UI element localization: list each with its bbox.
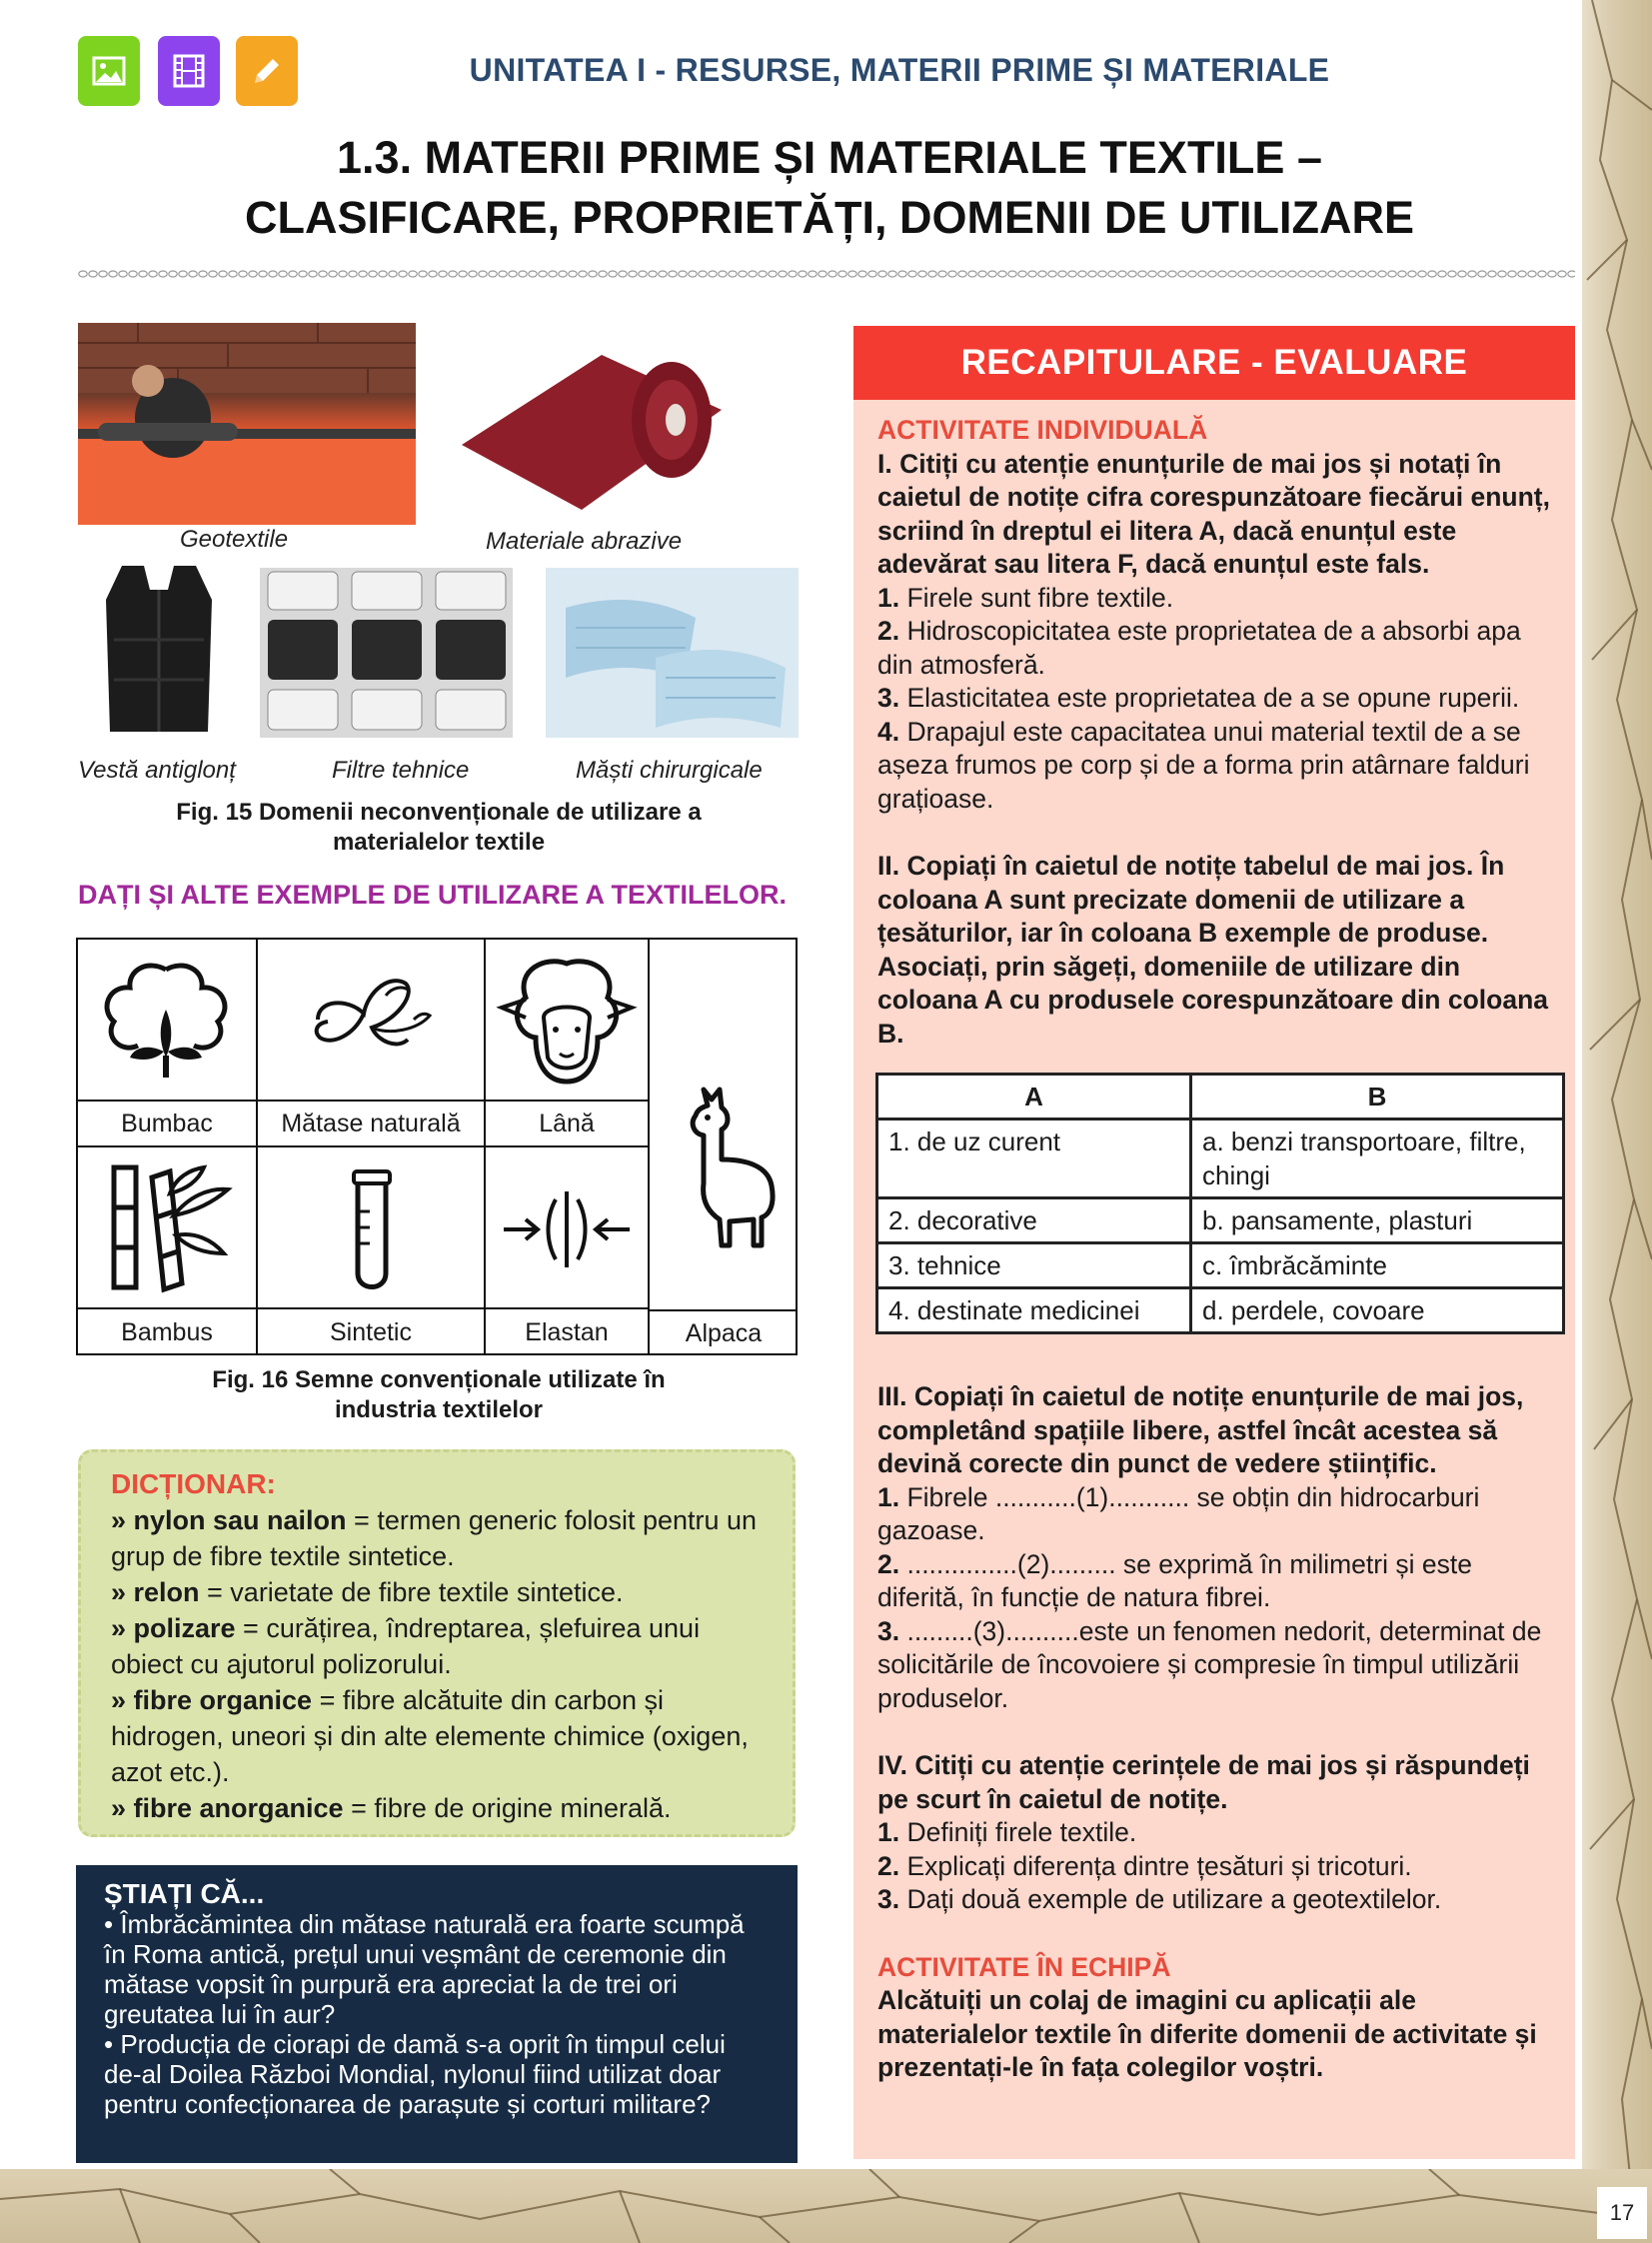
label-lana: Lână bbox=[486, 1102, 650, 1147]
film-icon[interactable] bbox=[158, 36, 220, 106]
column-a-cell: 3. tehnice bbox=[877, 1243, 1191, 1288]
column-b-cell: d. perdele, covoare bbox=[1191, 1288, 1564, 1333]
page-title bbox=[80, 128, 1579, 248]
dictionary-definition: = termen generic folosit pentru un grup de fibre textile sintetice. bbox=[111, 1505, 758, 1571]
dictionary-definition: = varietate de fibre textile sintetice. bbox=[199, 1577, 624, 1607]
figure-16-caption bbox=[78, 1365, 800, 1425]
part3-item bbox=[877, 1548, 1551, 1615]
caption-filters: Filtre tehnice bbox=[332, 757, 470, 784]
image-icon[interactable] bbox=[78, 36, 140, 106]
item-number: 1. bbox=[877, 1481, 900, 1512]
item-number: 2. bbox=[877, 616, 900, 646]
item-number: 3. bbox=[877, 1615, 900, 1646]
cell-synthetic bbox=[258, 1147, 486, 1309]
item-text: .........(3)..........este un fenomen nedorit, determinat de solicitările de încovoiere și compresie în timpul utilizării produselor. bbox=[877, 1615, 1542, 1713]
column-a-cell: 4. destinate medicinei bbox=[877, 1288, 1191, 1333]
part1-item bbox=[877, 615, 1551, 682]
examples-heading: DAȚI ȘI ALTE EXEMPLE DE UTILIZARE A TEXTILELOR. bbox=[78, 880, 788, 910]
cracked-earth-border-bottom bbox=[0, 2169, 1652, 2243]
part4-item bbox=[877, 1883, 1551, 1917]
label-sintetic: Sintetic bbox=[258, 1309, 486, 1355]
figure-15-caption bbox=[78, 798, 800, 858]
part1-item bbox=[877, 682, 1551, 716]
item-number: 1. bbox=[877, 582, 900, 613]
column-b-header: B bbox=[1191, 1075, 1564, 1120]
elastic-icon bbox=[486, 1147, 648, 1307]
dictionary-entry bbox=[111, 1790, 763, 1826]
caption-masks: Măști chirurgicale bbox=[576, 757, 763, 784]
cell-alpaca bbox=[650, 940, 798, 1355]
item-text: Explicați diferența dintre țesături și tricoturi. bbox=[899, 1850, 1412, 1881]
dictionary-term: » fibre organice bbox=[111, 1685, 313, 1715]
test-tube-icon bbox=[258, 1147, 484, 1307]
figure-15-caption-line-2: materialelor textile bbox=[332, 829, 546, 856]
team-activity-heading: ACTIVITATE ÎN ECHIPĂ bbox=[877, 1951, 1171, 1982]
item-number: 2. bbox=[877, 1548, 900, 1579]
figure-15-caption-line-1: Fig. 15 Domenii neconvenționale de utilizare a bbox=[176, 799, 702, 826]
cotton-icon bbox=[78, 940, 254, 1100]
title-line-1: 1.3. MATERII PRIME ȘI MATERIALE TEXTILE – bbox=[337, 132, 1322, 183]
item-text: Hidroscopicitatea este proprietatea de a absorbi apa din atmosferă. bbox=[877, 616, 1521, 680]
did-you-know-item: • Producția de ciorapi de damă s-a oprit în timpul celui de-al Doilea Război Mondial, nylonul fiind utilizat doar pentru confecționarea de parașute și corturi militare? bbox=[104, 2029, 726, 2119]
page-number: 17 bbox=[1597, 2187, 1647, 2239]
fiber-symbols-table bbox=[76, 938, 798, 1355]
cell-silk bbox=[258, 940, 486, 1102]
column-b-cell: c. îmbrăcăminte bbox=[1191, 1243, 1564, 1288]
item-text: ...............(2)......... se exprimă în milimetri și este diferită, în funcție de natura fibrei. bbox=[877, 1548, 1472, 1612]
association-table bbox=[875, 1073, 1565, 1334]
pencil-icon-glyph bbox=[251, 55, 283, 87]
caption-geotextile: Geotextile bbox=[180, 526, 289, 553]
dictionary-entry bbox=[111, 1682, 763, 1790]
part4-item bbox=[877, 1850, 1551, 1884]
column-a-header: A bbox=[877, 1075, 1191, 1120]
did-you-know-heading: ȘTIAȚI CĂ... bbox=[104, 1878, 265, 1909]
label-bumbac: Bumbac bbox=[78, 1102, 258, 1147]
vest-illustration bbox=[92, 560, 226, 740]
recap-banner: RECAPITULARE - EVALUARE bbox=[853, 326, 1575, 400]
abrasive-roll-photo bbox=[452, 325, 752, 525]
part3-item bbox=[877, 1481, 1551, 1548]
item-number: 3. bbox=[877, 683, 900, 713]
item-number: 2. bbox=[877, 1850, 900, 1881]
recap-panel bbox=[853, 400, 1575, 2159]
technical-filters-photo bbox=[260, 568, 513, 738]
caption-vest: Vestă antiglonț bbox=[78, 757, 236, 784]
geotextile-photo bbox=[78, 323, 416, 525]
part4-instruction: IV. Citiți cu atenție cerințele de mai jos și răspundeți pe scurt în caietul de notițe. bbox=[877, 1750, 1530, 1814]
cell-bamboo bbox=[78, 1147, 258, 1309]
decorative-divider bbox=[78, 268, 1575, 280]
unit-title: UNITATEA I - RESURSE, MATERII PRIME ȘI MATERIALE bbox=[469, 52, 1330, 88]
caption-abrasive: Materiale abrazive bbox=[486, 528, 683, 555]
table-header-row bbox=[877, 1075, 1564, 1120]
dictionary-definition: = fibre alcătuite din carbon și hidrogen, uneori și din alte elemente chimice (oxigen, azot etc.). bbox=[111, 1685, 749, 1787]
figure-16-caption-line-2: industria textilelor bbox=[334, 1396, 544, 1423]
item-number: 1. bbox=[877, 1817, 900, 1847]
column-a-cell: 1. de uz curent bbox=[877, 1120, 1191, 1198]
table-row bbox=[877, 1288, 1564, 1333]
part1-instruction: I. Citiți cu atenție enunțurile de mai jos și notați în caietul de notițe cifra corespunzătoare fiecărui enunț, scriind în dreptul ei litera A, dacă enunțul este adevărat sau litera F, dacă enunțul este fals. bbox=[877, 448, 1550, 579]
part3-instruction: III. Copiați în caietul de notițe enunțurile de mai jos, completând spațiile libere, astfel încât acestea să devină corecte din punct de vedere științific. bbox=[877, 1381, 1524, 1478]
sheep-icon bbox=[486, 940, 648, 1100]
item-text: Firele sunt fibre textile. bbox=[899, 582, 1174, 613]
surgical-masks-photo bbox=[546, 568, 799, 738]
masks-illustration bbox=[546, 568, 799, 738]
table-row bbox=[877, 1243, 1564, 1288]
cell-elastan bbox=[486, 1147, 650, 1309]
dictionary-term: » fibre anorganice bbox=[111, 1793, 344, 1823]
bulletproof-vest-photo bbox=[92, 560, 226, 740]
cell-wool bbox=[486, 940, 650, 1102]
bamboo-icon bbox=[78, 1147, 254, 1307]
silk-butterfly-icon bbox=[258, 940, 484, 1100]
item-text: Fibrele ...........(1)........... se obțin din hidrocarburi gazoase. bbox=[877, 1481, 1480, 1545]
dictionary-definition: = curățirea, îndreptarea, șlefuirea unui obiect cu ajutorul polizorului. bbox=[111, 1613, 701, 1679]
filters-illustration bbox=[260, 568, 513, 738]
cell-cotton bbox=[78, 940, 258, 1102]
did-you-know-box bbox=[76, 1865, 798, 2163]
dictionary-entry bbox=[111, 1610, 763, 1682]
dictionary-term: » polizare bbox=[111, 1613, 236, 1643]
table-row bbox=[877, 1120, 1564, 1198]
column-b-cell: a. benzi transportoare, filtre, chingi bbox=[1191, 1120, 1564, 1198]
label-elastan: Elastan bbox=[486, 1309, 650, 1355]
team-activity-text: Alcătuiți un colaj de imagini cu aplicații ale materialelor textile în diferite domenii de activitate și prezentați-le în fața colegilor voștri. bbox=[877, 1985, 1537, 2082]
part3-item bbox=[877, 1615, 1551, 1716]
dictionary-term: » relon bbox=[111, 1577, 200, 1607]
item-text: Drapajul este capacitatea unui material textil de a se așeza frumos pe corp și de a forma prin atârnare falduri grațioase. bbox=[877, 716, 1530, 814]
title-line-2: CLASIFICARE, PROPRIETĂȚI, DOMENII DE UTILIZARE bbox=[244, 192, 1415, 243]
label-alpaca: Alpaca bbox=[650, 1309, 798, 1355]
dictionary-heading: DICȚIONAR: bbox=[111, 1468, 276, 1499]
abrasive-roll-illustration bbox=[452, 325, 752, 525]
figure-16-caption-line-1: Fig. 16 Semne convenționale utilizate în bbox=[212, 1366, 666, 1393]
label-bambus: Bambus bbox=[78, 1309, 258, 1355]
dictionary-term: » nylon sau nailon bbox=[111, 1505, 347, 1535]
item-text: Elasticitatea este proprietatea de a se opune ruperii. bbox=[899, 683, 1520, 713]
image-icon-glyph bbox=[92, 56, 126, 86]
did-you-know-item: • Îmbrăcămintea din mătase naturală era foarte scumpă în Roma antică, prețul unui veșmânt de ceremonie din mătase vopsit în purpură era apreciat la de trei ori greutatea lui în aur? bbox=[104, 1909, 745, 2029]
alpaca-icon bbox=[650, 1080, 798, 1339]
dictionary-entry bbox=[111, 1574, 763, 1610]
cracks-bottom bbox=[0, 2169, 1652, 2243]
label-matase: Mătase naturală bbox=[258, 1102, 486, 1147]
geotextile-illustration bbox=[78, 323, 416, 525]
item-number: 3. bbox=[877, 1884, 900, 1914]
pencil-icon[interactable] bbox=[236, 36, 298, 106]
film-icon-glyph bbox=[173, 54, 205, 88]
dictionary-entry bbox=[111, 1502, 763, 1574]
part1-item bbox=[877, 716, 1551, 817]
item-number: 4. bbox=[877, 716, 900, 747]
item-text: Dați două exemple de utilizare a geotextilelor. bbox=[899, 1884, 1442, 1914]
column-b-cell: b. pansamente, plasturi bbox=[1191, 1198, 1564, 1243]
part1-item bbox=[877, 582, 1551, 616]
part2-instruction: II. Copiați în caietul de notițe tabelul de mai jos. În coloana A sunt precizate domenii de utilizare a țesăturilor, iar în coloana B exemple de produse. Asociați, prin săgeți, domeniile de utilizare din coloana A cu produsele corespunzătoare din coloana B. bbox=[877, 851, 1548, 1049]
table-row bbox=[877, 1198, 1564, 1243]
dictionary-box bbox=[78, 1449, 796, 1837]
cracked-earth-border-right bbox=[1582, 0, 1652, 2243]
item-text: Definiți firele textile. bbox=[899, 1817, 1137, 1847]
cracks-right bbox=[1582, 0, 1652, 2243]
column-a-cell: 2. decorative bbox=[877, 1198, 1191, 1243]
individual-activity-heading: ACTIVITATE INDIVIDUALĂ bbox=[877, 415, 1208, 445]
dictionary-definition: = fibre de origine minerală. bbox=[343, 1793, 672, 1823]
part4-item bbox=[877, 1816, 1551, 1850]
